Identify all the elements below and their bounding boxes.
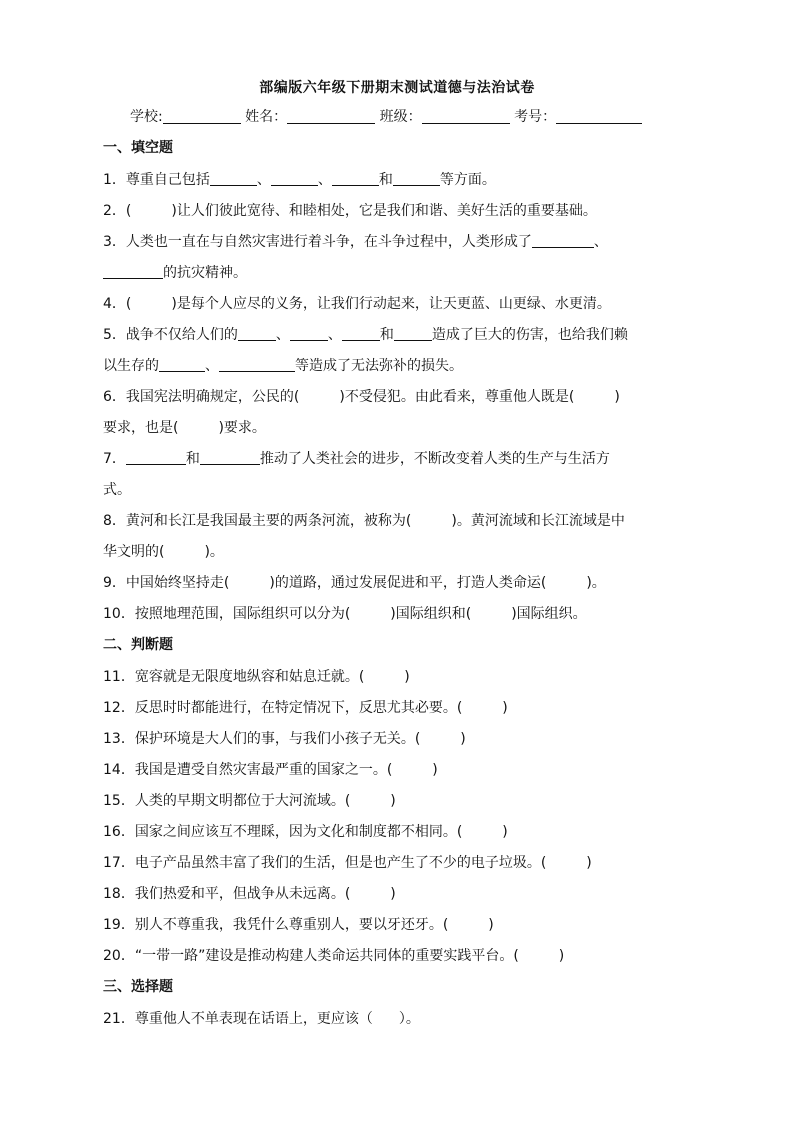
question-16: 16．国家之间应该互不理睬，因为文化和制度都不相同。( ) (103, 824, 508, 840)
question-3-cont: 的抗灾精神。 (103, 264, 247, 282)
question-2: 2．( )让人们彼此宽待、和睦相处，它是我们和谐、美好生活的重要基础。 (103, 203, 597, 219)
question-6: 6．我国宪法明确规定，公民的( )不受侵犯。由此看来，尊重他人既是( ) (103, 389, 620, 405)
answer-blank[interactable] (200, 450, 260, 465)
question-5: 5．战争不仅给人们的 、 、 和 造成了巨大的伤害，也给我们赖 (103, 327, 628, 343)
question-10: 10．按照地理范围，国际组织可以分为( )国际组织和( )国际组织。 (103, 606, 587, 622)
question-6-cont: 要求，也是( )要求。 (103, 420, 266, 436)
section-true-false: 二、判断题 (103, 637, 173, 653)
answer-blank[interactable] (219, 357, 295, 372)
page-title: 部编版六年级下册期末测试道德与法治试卷 (259, 80, 535, 96)
section-multiple-choice: 三、选择题 (103, 979, 173, 995)
answer-blank[interactable] (159, 357, 205, 372)
exam-no-blank[interactable] (556, 108, 642, 124)
answer-blank[interactable] (532, 233, 594, 248)
question-7-cont: 式。 (103, 482, 131, 498)
answer-blank[interactable] (342, 326, 380, 341)
question-4: 4．( )是每个人应尽的义务，让我们行动起来，让天更蓝、山更绿、水更清。 (103, 296, 611, 312)
question-12: 12．反思时时都能进行，在特定情况下，反思尤其必要。( ) (103, 700, 508, 716)
question-14: 14．我国是遭受自然灾害最严重的国家之一。( ) (103, 762, 438, 778)
answer-blank[interactable] (103, 264, 163, 279)
student-info-row (130, 106, 642, 126)
class-label: 班级： (379, 109, 422, 125)
question-21: 21．尊重他人不单表现在话语上，更应该（ ）。 (103, 1011, 420, 1027)
question-9: 9．中国始终坚持走( )的道路，通过发展促进和平，打造人类命运( )。 (103, 575, 606, 591)
answer-blank[interactable] (394, 326, 432, 341)
question-7: 7． 和 推动了人类社会的进步，不断改变着人类的生产与生活方 (103, 451, 610, 467)
answer-blank[interactable] (332, 171, 379, 186)
name-blank[interactable] (287, 108, 375, 124)
question-1: 1．尊重自己包括 、 、 和 等方面。 (103, 172, 496, 188)
question-15: 15．人类的早期文明都位于大河流域。( ) (103, 793, 396, 809)
question-20: 20．“一带一路”建设是推动构建人类命运共同体的重要实践平台。( ) (103, 948, 565, 964)
question-8: 8．黄河和长江是我国最主要的两条河流，被称为( )。黄河流域和长江流域是中 (103, 513, 625, 529)
answer-blank[interactable] (271, 171, 318, 186)
section-fill-in: 一、填空题 (103, 140, 173, 156)
question-13: 13．保护环境是大人们的事，与我们小孩子无关。( ) (103, 731, 466, 747)
answer-blank[interactable] (126, 450, 186, 465)
question-18: 18．我们热爱和平，但战争从未远离。( ) (103, 886, 396, 902)
question-19: 19．别人不尊重我，我凭什么尊重别人，要以牙还牙。( ) (103, 917, 494, 933)
question-17: 17．电子产品虽然丰富了我们的生活，但是也产生了不少的电子垃圾。( ) (103, 855, 592, 871)
question-11: 11．宽容就是无限度地纵容和姑息迁就。( ) (103, 669, 410, 685)
question-8-cont: 华文明的( )。 (103, 544, 224, 560)
name-label: 姓名： (245, 109, 288, 125)
answer-blank[interactable] (210, 171, 257, 186)
answer-blank[interactable] (238, 326, 276, 341)
question-3: 3．人类也一直在与自然灾害进行着斗争，在斗争过程中，人类形成了 、 (103, 234, 608, 250)
class-blank[interactable] (422, 108, 510, 124)
answer-blank[interactable] (290, 326, 328, 341)
question-5-cont: 以生存的 、 等造成了无法弥补的损失。 (103, 358, 463, 374)
school-blank[interactable] (163, 108, 241, 124)
school-label: 学校: (130, 109, 163, 125)
answer-blank[interactable] (393, 171, 440, 186)
exam-no-label: 考号： (514, 109, 557, 125)
